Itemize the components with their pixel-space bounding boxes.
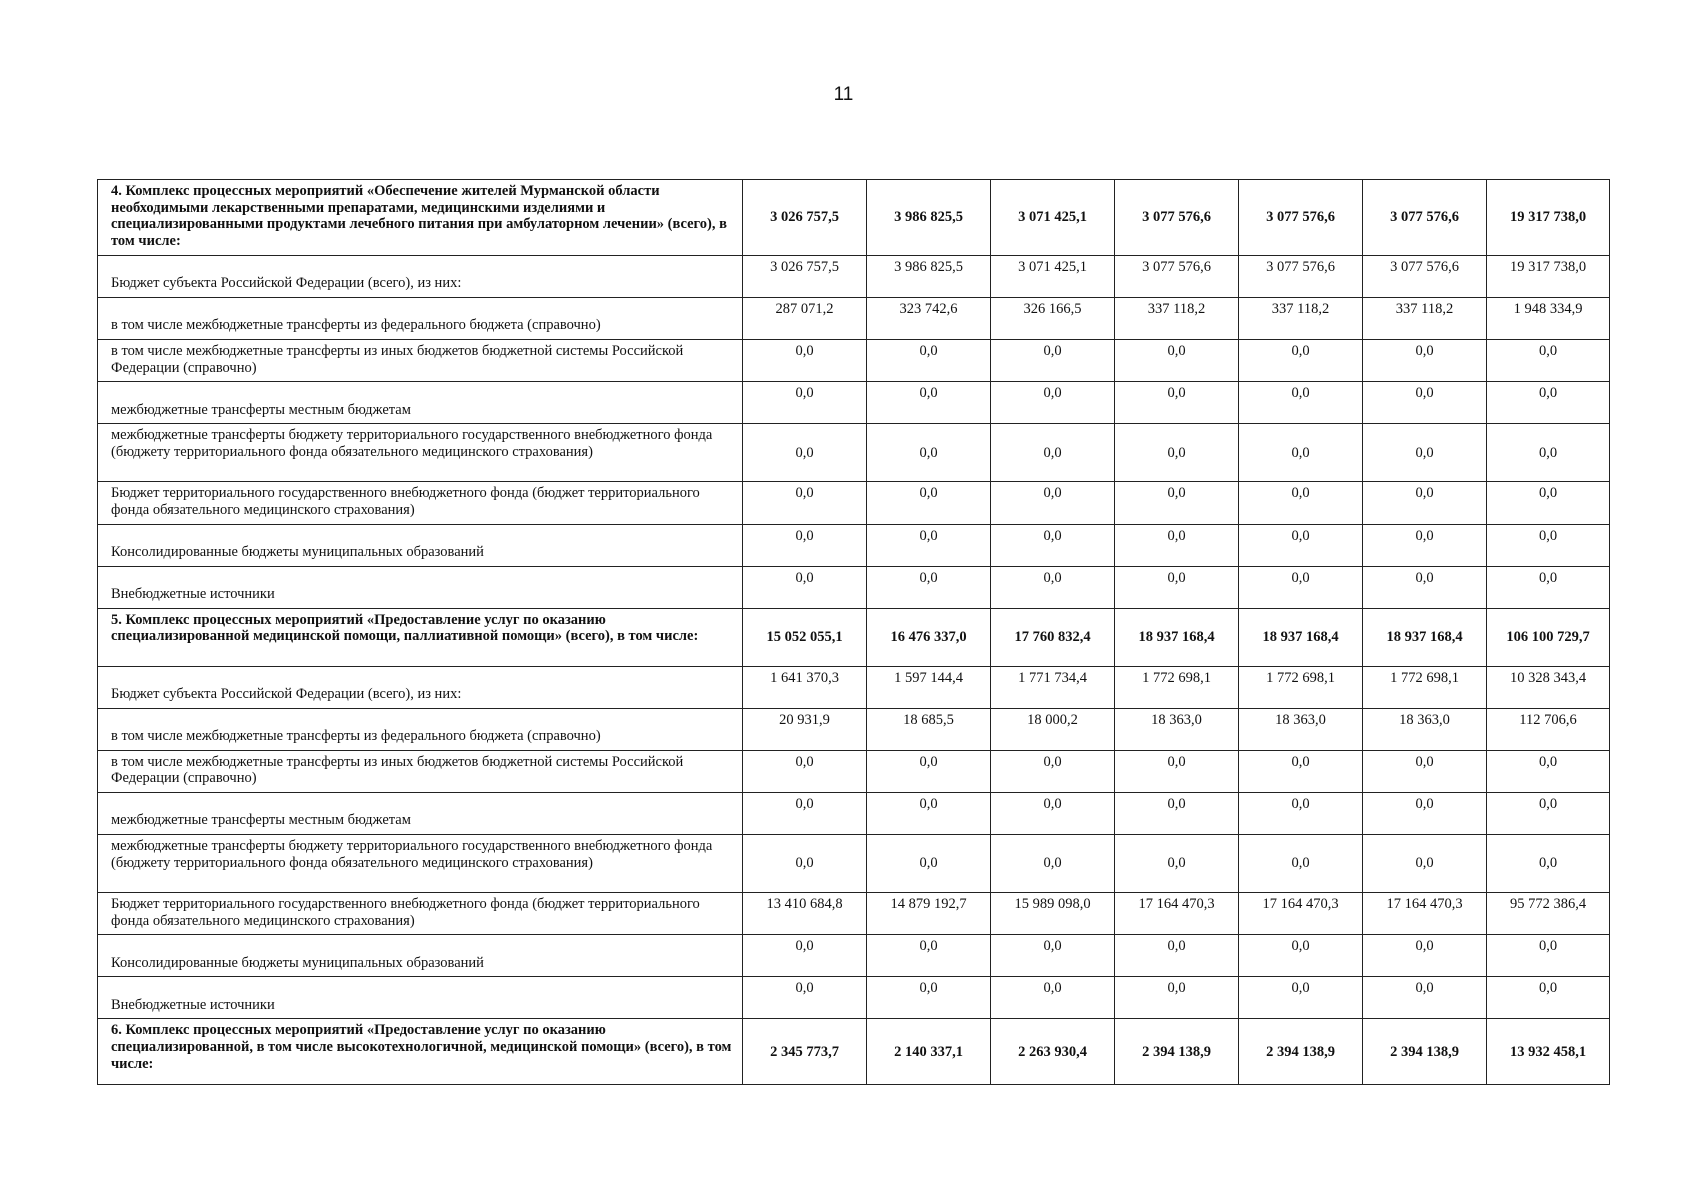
value-cell: 326 166,5 <box>991 298 1115 340</box>
value-cell: 1 772 698,1 <box>1363 666 1487 708</box>
table-row <box>98 382 1610 424</box>
value-cell: 0,0 <box>1363 424 1487 482</box>
row-label: в том числе межбюджетные трансферты из федерального бюджета (справочно) <box>98 298 743 340</box>
value-cell: 15 052 055,1 <box>743 608 867 666</box>
value-cell: 0,0 <box>1363 977 1487 1019</box>
row-label: Бюджет территориального государственного внебюджетного фонда (бюджет территориального фонда обязательного медицинского страхования) <box>98 893 743 935</box>
value-cell: 3 071 425,1 <box>991 256 1115 298</box>
value-cell: 0,0 <box>1239 793 1363 835</box>
value-cell: 0,0 <box>991 977 1115 1019</box>
value-cell: 0,0 <box>1239 340 1363 382</box>
table-row <box>98 666 1610 708</box>
value-cell: 0,0 <box>1115 424 1239 482</box>
value-cell: 0,0 <box>867 340 991 382</box>
total-cell: 0,0 <box>1487 566 1610 608</box>
value-cell: 0,0 <box>867 793 991 835</box>
row-label: Внебюджетные источники <box>98 977 743 1019</box>
total-cell: 0,0 <box>1487 977 1610 1019</box>
value-cell: 287 071,2 <box>743 298 867 340</box>
value-cell: 0,0 <box>1115 750 1239 792</box>
table-row <box>98 340 1610 382</box>
value-cell: 0,0 <box>743 977 867 1019</box>
value-cell: 0,0 <box>1363 935 1487 977</box>
value-cell: 337 118,2 <box>1363 298 1487 340</box>
row-label: межбюджетные трансферты бюджету территориального государственного внебюджетного фонда (бюджету территориального фонда обязательного медицинского страхования) <box>98 835 743 893</box>
value-cell: 0,0 <box>743 566 867 608</box>
total-cell: 13 932 458,1 <box>1487 1019 1610 1085</box>
table-row <box>98 256 1610 298</box>
value-cell: 18 937 168,4 <box>1363 608 1487 666</box>
value-cell: 17 760 832,4 <box>991 608 1115 666</box>
value-cell: 18 363,0 <box>1363 708 1487 750</box>
section-header-row <box>98 1019 1610 1085</box>
value-cell: 0,0 <box>1239 382 1363 424</box>
value-cell: 1 772 698,1 <box>1239 666 1363 708</box>
section-header-row <box>98 180 1610 256</box>
section-title: 4. Комплекс процессных мероприятий «Обеспечение жителей Мурманской области необходимыми лекарственными препаратами, медицинскими изделиями и специализированными продуктами лечебного питания при амбулаторном лечении» (всего), в том числе: <box>98 180 743 256</box>
value-cell: 1 641 370,3 <box>743 666 867 708</box>
value-cell: 18 685,5 <box>867 708 991 750</box>
value-cell: 17 164 470,3 <box>1239 893 1363 935</box>
total-cell: 0,0 <box>1487 750 1610 792</box>
budget-table <box>97 179 1610 1085</box>
value-cell: 3 026 757,5 <box>743 256 867 298</box>
value-cell: 3 071 425,1 <box>991 180 1115 256</box>
total-cell: 10 328 343,4 <box>1487 666 1610 708</box>
value-cell: 3 077 576,6 <box>1363 256 1487 298</box>
value-cell: 2 140 337,1 <box>867 1019 991 1085</box>
total-cell: 0,0 <box>1487 482 1610 524</box>
value-cell: 18 937 168,4 <box>1239 608 1363 666</box>
value-cell: 0,0 <box>1239 835 1363 893</box>
total-cell: 0,0 <box>1487 340 1610 382</box>
value-cell: 2 394 138,9 <box>1239 1019 1363 1085</box>
value-cell: 0,0 <box>1363 835 1487 893</box>
value-cell: 0,0 <box>1115 524 1239 566</box>
value-cell: 1 771 734,4 <box>991 666 1115 708</box>
value-cell: 0,0 <box>867 524 991 566</box>
value-cell: 18 363,0 <box>1239 708 1363 750</box>
section-title: 5. Комплекс процессных мероприятий «Предоставление услуг по оказанию специализированной медицинской помощи, паллиативной помощи» (всего), в том числе: <box>98 608 743 666</box>
value-cell: 3 077 576,6 <box>1363 180 1487 256</box>
table-row <box>98 835 1610 893</box>
value-cell: 0,0 <box>1363 382 1487 424</box>
value-cell: 0,0 <box>991 340 1115 382</box>
value-cell: 0,0 <box>1363 750 1487 792</box>
table-row <box>98 566 1610 608</box>
value-cell: 0,0 <box>1239 750 1363 792</box>
value-cell: 1 597 144,4 <box>867 666 991 708</box>
value-cell: 0,0 <box>867 566 991 608</box>
value-cell: 14 879 192,7 <box>867 893 991 935</box>
value-cell: 0,0 <box>743 935 867 977</box>
row-label: Бюджет субъекта Российской Федерации (всего), из них: <box>98 666 743 708</box>
value-cell: 18 937 168,4 <box>1115 608 1239 666</box>
value-cell: 0,0 <box>743 750 867 792</box>
page-number: 11 <box>833 84 854 105</box>
value-cell: 16 476 337,0 <box>867 608 991 666</box>
table-row <box>98 524 1610 566</box>
table-row <box>98 935 1610 977</box>
section-title: 6. Комплекс процессных мероприятий «Предоставление услуг по оказанию специализированной, в том числе высокотехнологичной, медицинской помощи» (всего), в том числе: <box>98 1019 743 1085</box>
row-label: межбюджетные трансферты бюджету территориального государственного внебюджетного фонда (бюджету территориального фонда обязательного медицинского страхования) <box>98 424 743 482</box>
value-cell: 0,0 <box>1115 340 1239 382</box>
value-cell: 3 986 825,5 <box>867 180 991 256</box>
value-cell: 0,0 <box>991 424 1115 482</box>
value-cell: 2 345 773,7 <box>743 1019 867 1085</box>
value-cell: 337 118,2 <box>1115 298 1239 340</box>
value-cell: 0,0 <box>1239 482 1363 524</box>
value-cell: 0,0 <box>1115 382 1239 424</box>
value-cell: 0,0 <box>867 835 991 893</box>
total-cell: 0,0 <box>1487 835 1610 893</box>
value-cell: 0,0 <box>1363 482 1487 524</box>
value-cell: 0,0 <box>1363 566 1487 608</box>
row-label: межбюджетные трансферты местным бюджетам <box>98 793 743 835</box>
row-label: в том числе межбюджетные трансферты из иных бюджетов бюджетной системы Российской Федерации (справочно) <box>98 750 743 792</box>
value-cell: 0,0 <box>1239 566 1363 608</box>
value-cell: 3 077 576,6 <box>1239 180 1363 256</box>
value-cell: 0,0 <box>991 835 1115 893</box>
value-cell: 0,0 <box>1239 524 1363 566</box>
total-cell: 19 317 738,0 <box>1487 180 1610 256</box>
value-cell: 0,0 <box>991 382 1115 424</box>
row-label: Бюджет субъекта Российской Федерации (всего), из них: <box>98 256 743 298</box>
row-label: Бюджет территориального государственного внебюджетного фонда (бюджет территориального фонда обязательного медицинского страхования) <box>98 482 743 524</box>
value-cell: 0,0 <box>743 793 867 835</box>
value-cell: 0,0 <box>1363 340 1487 382</box>
section-header-row <box>98 608 1610 666</box>
value-cell: 0,0 <box>867 482 991 524</box>
value-cell: 0,0 <box>1115 935 1239 977</box>
total-cell: 112 706,6 <box>1487 708 1610 750</box>
value-cell: 0,0 <box>1239 977 1363 1019</box>
value-cell: 0,0 <box>991 935 1115 977</box>
value-cell: 1 772 698,1 <box>1115 666 1239 708</box>
value-cell: 18 363,0 <box>1115 708 1239 750</box>
value-cell: 3 077 576,6 <box>1239 256 1363 298</box>
value-cell: 0,0 <box>1363 524 1487 566</box>
total-cell: 1 948 334,9 <box>1487 298 1610 340</box>
value-cell: 0,0 <box>991 566 1115 608</box>
value-cell: 0,0 <box>1115 835 1239 893</box>
value-cell: 0,0 <box>991 524 1115 566</box>
value-cell: 13 410 684,8 <box>743 893 867 935</box>
row-label: Консолидированные бюджеты муниципальных образований <box>98 524 743 566</box>
table-row <box>98 298 1610 340</box>
total-cell: 106 100 729,7 <box>1487 608 1610 666</box>
value-cell: 0,0 <box>743 424 867 482</box>
value-cell: 0,0 <box>867 424 991 482</box>
value-cell: 0,0 <box>867 935 991 977</box>
table-row <box>98 482 1610 524</box>
value-cell: 3 986 825,5 <box>867 256 991 298</box>
value-cell: 0,0 <box>743 482 867 524</box>
total-cell: 0,0 <box>1487 935 1610 977</box>
table-row <box>98 893 1610 935</box>
value-cell: 0,0 <box>743 524 867 566</box>
value-cell: 2 394 138,9 <box>1115 1019 1239 1085</box>
value-cell: 2 263 930,4 <box>991 1019 1115 1085</box>
value-cell: 0,0 <box>991 793 1115 835</box>
value-cell: 20 931,9 <box>743 708 867 750</box>
value-cell: 3 077 576,6 <box>1115 180 1239 256</box>
value-cell: 0,0 <box>743 340 867 382</box>
value-cell: 17 164 470,3 <box>1363 893 1487 935</box>
row-label: в том числе межбюджетные трансферты из федерального бюджета (справочно) <box>98 708 743 750</box>
value-cell: 0,0 <box>1115 482 1239 524</box>
value-cell: 0,0 <box>1115 793 1239 835</box>
table-row <box>98 793 1610 835</box>
value-cell: 0,0 <box>867 750 991 792</box>
value-cell: 337 118,2 <box>1239 298 1363 340</box>
value-cell: 0,0 <box>1115 977 1239 1019</box>
value-cell: 0,0 <box>743 835 867 893</box>
row-label: Внебюджетные источники <box>98 566 743 608</box>
value-cell: 18 000,2 <box>991 708 1115 750</box>
table-row <box>98 977 1610 1019</box>
row-label: Консолидированные бюджеты муниципальных образований <box>98 935 743 977</box>
total-cell: 0,0 <box>1487 524 1610 566</box>
table-row <box>98 424 1610 482</box>
table-row <box>98 750 1610 792</box>
value-cell: 0,0 <box>991 482 1115 524</box>
value-cell: 3 077 576,6 <box>1115 256 1239 298</box>
total-cell: 0,0 <box>1487 424 1610 482</box>
value-cell: 17 164 470,3 <box>1115 893 1239 935</box>
row-label: в том числе межбюджетные трансферты из иных бюджетов бюджетной системы Российской Федерации (справочно) <box>98 340 743 382</box>
value-cell: 0,0 <box>1239 424 1363 482</box>
value-cell: 323 742,6 <box>867 298 991 340</box>
value-cell: 0,0 <box>1115 566 1239 608</box>
value-cell: 15 989 098,0 <box>991 893 1115 935</box>
value-cell: 3 026 757,5 <box>743 180 867 256</box>
row-label: межбюджетные трансферты местным бюджетам <box>98 382 743 424</box>
budget-table-body <box>98 180 1610 1085</box>
value-cell: 2 394 138,9 <box>1363 1019 1487 1085</box>
value-cell: 0,0 <box>867 382 991 424</box>
total-cell: 95 772 386,4 <box>1487 893 1610 935</box>
value-cell: 0,0 <box>867 977 991 1019</box>
total-cell: 19 317 738,0 <box>1487 256 1610 298</box>
value-cell: 0,0 <box>1239 935 1363 977</box>
table-row <box>98 708 1610 750</box>
value-cell: 0,0 <box>1363 793 1487 835</box>
value-cell: 0,0 <box>991 750 1115 792</box>
value-cell: 0,0 <box>743 382 867 424</box>
total-cell: 0,0 <box>1487 382 1610 424</box>
total-cell: 0,0 <box>1487 793 1610 835</box>
